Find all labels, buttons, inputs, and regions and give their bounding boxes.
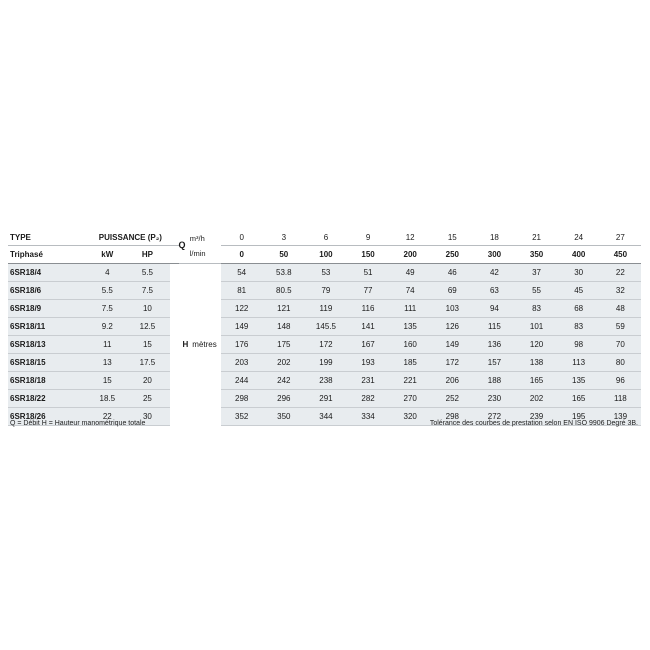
head-value-cell: 42	[473, 264, 515, 282]
flow-lmin-cell: 50	[263, 246, 305, 264]
head-value-cell: 298	[221, 390, 263, 408]
head-value-cell: 141	[347, 318, 389, 336]
flow-m3h-cell: 21	[516, 229, 558, 246]
head-value-cell: 165	[516, 372, 558, 390]
hp-cell: 30	[124, 408, 170, 426]
flow-lmin-cell: 400	[558, 246, 600, 264]
head-value-cell: 51	[347, 264, 389, 282]
hp-cell: 12.5	[124, 318, 170, 336]
head-value-cell: 83	[516, 300, 558, 318]
head-value-cell: 116	[347, 300, 389, 318]
flow-m3h-cell: 3	[263, 229, 305, 246]
head-value-cell: 344	[305, 408, 347, 426]
head-value-cell: 46	[431, 264, 473, 282]
head-value-cell: 37	[516, 264, 558, 282]
head-value-cell: 195	[558, 408, 600, 426]
head-value-cell: 203	[221, 354, 263, 372]
head-value-cell: 334	[347, 408, 389, 426]
head-value-cell: 77	[347, 282, 389, 300]
table-row	[8, 282, 641, 300]
spacer-cell	[170, 318, 178, 336]
head-value-cell: 45	[558, 282, 600, 300]
head-value-cell: 157	[473, 354, 515, 372]
head-value-cell: 94	[473, 300, 515, 318]
head-value-cell: 320	[389, 408, 431, 426]
head-value-cell: 53.8	[263, 264, 305, 282]
head-value-cell: 244	[221, 372, 263, 390]
head-value-cell: 167	[347, 336, 389, 354]
head-value-cell: 70	[600, 336, 641, 354]
head-value-cell: 22	[600, 264, 641, 282]
spacer-cell	[170, 408, 178, 426]
spacer-cell	[170, 390, 178, 408]
head-value-cell: 113	[558, 354, 600, 372]
head-value-cell: 145.5	[305, 318, 347, 336]
spacer-cell	[170, 336, 178, 354]
h-symbol: H	[182, 340, 189, 350]
flow-m3h-cell: 12	[389, 229, 431, 246]
head-value-cell: 68	[558, 300, 600, 318]
head-value-cell: 172	[431, 354, 473, 372]
head-value-cell: 175	[263, 336, 305, 354]
head-value-cell: 231	[347, 372, 389, 390]
pump-type-cell: 6SR18/26	[8, 408, 90, 426]
head-value-cell: 272	[473, 408, 515, 426]
head-value-cell: 120	[516, 336, 558, 354]
flow-unit-header	[179, 229, 221, 264]
hp-cell: 25	[124, 390, 170, 408]
head-value-cell: 122	[221, 300, 263, 318]
head-value-cell: 239	[516, 408, 558, 426]
subtype-header: Triphasé	[8, 246, 90, 264]
head-value-cell: 230	[473, 390, 515, 408]
spacer-cell	[170, 354, 178, 372]
head-value-cell: 291	[305, 390, 347, 408]
tolerance-note: Tolérance des courbes de prestation selon EN ISO 9906 Degré 3B.	[429, 420, 638, 427]
pump-type-cell: 6SR18/9	[8, 300, 90, 318]
flow-unit-m3h: m³/h	[189, 234, 205, 243]
head-value-cell: 49	[389, 264, 431, 282]
kw-cell: 13	[90, 354, 124, 372]
head-value-cell: 199	[305, 354, 347, 372]
type-header: TYPE	[8, 229, 90, 246]
kw-cell: 11	[90, 336, 124, 354]
pump-type-cell: 6SR18/15	[8, 354, 90, 372]
head-value-cell: 160	[389, 336, 431, 354]
spacer-cell	[170, 264, 178, 282]
head-value-cell: 101	[516, 318, 558, 336]
pump-performance-table	[8, 229, 641, 426]
head-value-cell: 282	[347, 390, 389, 408]
head-value-cell: 172	[305, 336, 347, 354]
hp-cell: 10	[124, 300, 170, 318]
head-value-cell: 30	[558, 264, 600, 282]
head-value-cell: 98	[558, 336, 600, 354]
table-row	[8, 300, 641, 318]
head-value-cell: 350	[263, 408, 305, 426]
h-unit: mètres	[192, 340, 217, 350]
flow-lmin-cell: 0	[221, 246, 263, 264]
flow-lmin-cell: 200	[389, 246, 431, 264]
pump-type-cell: 6SR18/6	[8, 282, 90, 300]
head-value-cell: 188	[473, 372, 515, 390]
head-value-cell: 238	[305, 372, 347, 390]
head-value-cell: 270	[389, 390, 431, 408]
head-value-cell: 242	[263, 372, 305, 390]
table-row	[8, 264, 641, 282]
hp-cell: 17.5	[124, 354, 170, 372]
head-value-cell: 79	[305, 282, 347, 300]
hp-cell: 20	[124, 372, 170, 390]
head-value-cell: 80	[600, 354, 641, 372]
head-value-cell: 119	[305, 300, 347, 318]
head-value-cell: 80.5	[263, 282, 305, 300]
head-unit-cell	[179, 264, 221, 426]
flow-m3h-cell: 27	[600, 229, 641, 246]
kw-cell: 5.5	[90, 282, 124, 300]
head-value-cell: 176	[221, 336, 263, 354]
table-row	[8, 336, 641, 354]
flow-lmin-cell: 250	[431, 246, 473, 264]
head-value-cell: 193	[347, 354, 389, 372]
head-value-cell: 185	[389, 354, 431, 372]
head-value-cell: 202	[263, 354, 305, 372]
pump-performance-table-container	[8, 229, 641, 426]
head-value-cell: 135	[389, 318, 431, 336]
flow-lmin-cell: 450	[600, 246, 641, 264]
head-value-cell: 81	[221, 282, 263, 300]
pump-type-cell: 6SR18/11	[8, 318, 90, 336]
flow-m3h-cell: 15	[431, 229, 473, 246]
kw-cell: 18.5	[90, 390, 124, 408]
head-value-cell: 63	[473, 282, 515, 300]
pump-type-cell: 6SR18/18	[8, 372, 90, 390]
pump-type-cell: 6SR18/22	[8, 390, 90, 408]
head-value-cell: 135	[558, 372, 600, 390]
flow-m3h-cell: 6	[305, 229, 347, 246]
head-value-cell: 298	[431, 408, 473, 426]
head-value-cell: 69	[431, 282, 473, 300]
hp-cell: 7.5	[124, 282, 170, 300]
flow-lmin-cell: 100	[305, 246, 347, 264]
pump-type-cell: 6SR18/4	[8, 264, 90, 282]
flow-m3h-cell: 0	[221, 229, 263, 246]
spacer-cell	[170, 282, 178, 300]
head-value-cell: 118	[600, 390, 641, 408]
head-value-cell: 59	[600, 318, 641, 336]
head-value-cell: 53	[305, 264, 347, 282]
spacer-cell	[170, 372, 178, 390]
header-row-1	[8, 229, 641, 246]
table-row	[8, 372, 641, 390]
head-value-cell: 115	[473, 318, 515, 336]
head-value-cell: 121	[263, 300, 305, 318]
head-value-cell: 252	[431, 390, 473, 408]
head-value-cell: 296	[263, 390, 305, 408]
table-row	[8, 390, 641, 408]
head-value-cell: 74	[389, 282, 431, 300]
head-value-cell: 83	[558, 318, 600, 336]
kw-cell: 9.2	[90, 318, 124, 336]
head-value-cell: 55	[516, 282, 558, 300]
kw-cell: 15	[90, 372, 124, 390]
head-value-cell: 54	[221, 264, 263, 282]
head-value-cell: 139	[600, 408, 641, 426]
kw-header: kW	[90, 246, 124, 264]
head-value-cell: 136	[473, 336, 515, 354]
head-value-cell: 165	[558, 390, 600, 408]
head-value-cell: 221	[389, 372, 431, 390]
head-value-cell: 206	[431, 372, 473, 390]
head-value-cell: 96	[600, 372, 641, 390]
head-value-cell: 48	[600, 300, 641, 318]
kw-cell: 7.5	[90, 300, 124, 318]
legend-note: Q = Débit H = Hauteur manométrique totale	[10, 420, 146, 427]
hp-header: HP	[124, 246, 170, 264]
pump-type-cell: 6SR18/13	[8, 336, 90, 354]
kw-cell: 22	[90, 408, 124, 426]
head-value-cell: 148	[263, 318, 305, 336]
head-value-cell: 149	[221, 318, 263, 336]
head-value-cell: 103	[431, 300, 473, 318]
header-row-2	[8, 246, 641, 264]
hp-cell: 15	[124, 336, 170, 354]
flow-unit-lmin: l/min	[189, 249, 206, 258]
head-value-cell: 138	[516, 354, 558, 372]
table-row	[8, 354, 641, 372]
head-value-cell: 126	[431, 318, 473, 336]
kw-cell: 4	[90, 264, 124, 282]
flow-lmin-cell: 300	[473, 246, 515, 264]
flow-m3h-cell: 9	[347, 229, 389, 246]
spacer-cell	[170, 300, 178, 318]
head-value-cell: 352	[221, 408, 263, 426]
head-value-cell: 202	[516, 390, 558, 408]
flow-lmin-cell: 350	[516, 246, 558, 264]
table-row	[8, 318, 641, 336]
head-value-cell: 149	[431, 336, 473, 354]
flow-m3h-cell: 24	[558, 229, 600, 246]
flow-lmin-cell: 150	[347, 246, 389, 264]
head-value-cell: 32	[600, 282, 641, 300]
q-symbol: Q	[178, 240, 186, 251]
hp-cell: 5.5	[124, 264, 170, 282]
power-header: PUISSANCE (P₂)	[90, 229, 170, 246]
head-value-cell: 111	[389, 300, 431, 318]
flow-m3h-cell: 18	[473, 229, 515, 246]
